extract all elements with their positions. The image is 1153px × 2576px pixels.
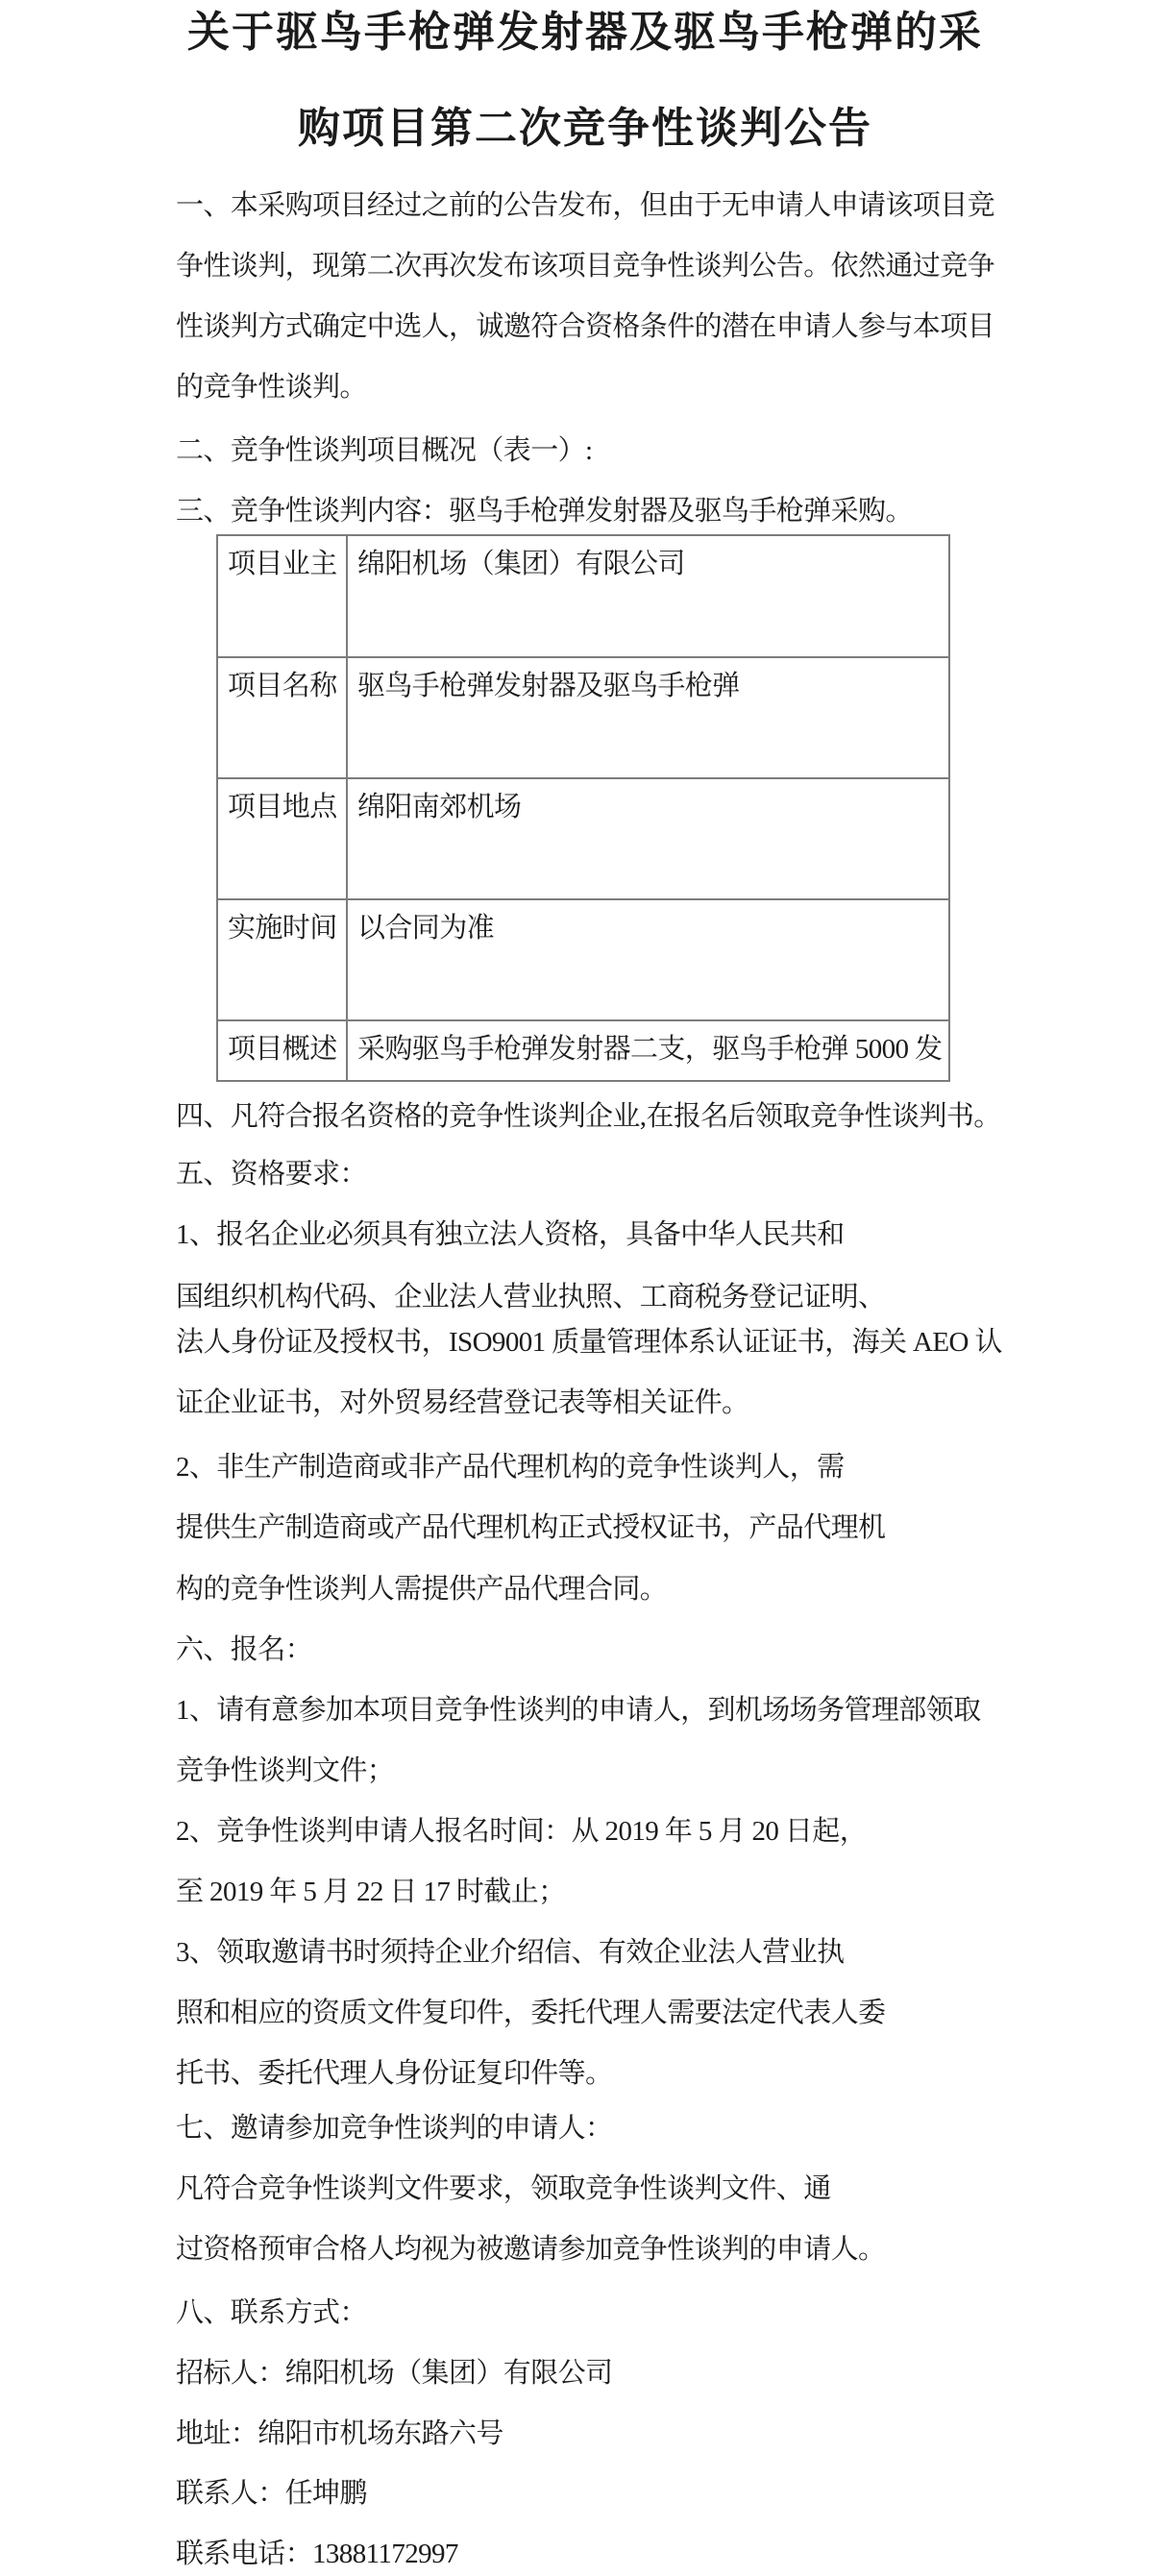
- title-line: 关于驱鸟手枪弹发射器及驱鸟手枪弹的采: [187, 9, 983, 56]
- row-value-cell: 驱鸟手枪弹发射器及驱鸟手枪弹: [347, 657, 949, 778]
- paragraph-line: 2、非生产制造商或非产品代理机构的竞争性谈判人，需: [176, 1452, 845, 1483]
- paragraph-line: 托书、委托代理人身份证复印件等。: [176, 2058, 613, 2089]
- row-label-cell: 项目名称: [217, 657, 347, 778]
- row-label-cell: 实施时间: [217, 899, 347, 1020]
- row-value-cell: 以合同为准: [347, 899, 949, 1020]
- section-heading: 四、凡符合报名资格的竞争性谈判企业,在报名后领取竞争性谈判书。: [176, 1101, 1001, 1132]
- row-label-cell: 项目概述: [217, 1020, 347, 1081]
- contact-line: 地址：绵阳市机场东路六号: [176, 2418, 503, 2449]
- paragraph-line: 法人身份证及授权书，ISO9001 质量管理体系认证证书，海关 AEO 认: [176, 1327, 1002, 1358]
- paragraph-line: 3、领取邀请书时须持企业介绍信、有效企业法人营业执: [176, 1937, 845, 1968]
- paragraph-line: 1、请有意参加本项目竞争性谈判的申请人，到机场场务管理部领取: [176, 1695, 981, 1726]
- paragraph-line: 竞争性谈判文件；: [176, 1755, 395, 1786]
- paragraph-line: 的竞争性谈判。: [176, 372, 367, 403]
- table-row: [217, 1020, 949, 1081]
- row-label-cell: 项目地点: [217, 778, 347, 899]
- paragraph-line: 凡符合竞争性谈判文件要求，领取竞争性谈判文件、通: [176, 2173, 831, 2204]
- paragraph-line: 争性谈判，现第二次再次发布该项目竞争性谈判公告。依然通过竞争: [176, 251, 995, 282]
- section-heading: 六、报名：: [176, 1634, 313, 1665]
- paragraph-line: 性谈判方式确定中选人，诚邀符合资格条件的潜在申请人参与本项目: [176, 311, 995, 342]
- row-label-cell: 项目业主: [217, 535, 347, 657]
- paragraph-line: 国组织机构代码、企业法人营业执照、工商税务登记证明、: [176, 1282, 886, 1313]
- section-heading: 二、竞争性谈判项目概况（表一）:: [176, 435, 593, 466]
- section-heading: 五、资格要求：: [176, 1159, 367, 1190]
- paragraph-line: 构的竞争性谈判人需提供产品代理合同。: [176, 1574, 668, 1605]
- paragraph-line: 1、报名企业必须具有独立法人资格，具备中华人民共和: [176, 1219, 845, 1250]
- section-heading: 七、邀请参加竞争性谈判的申请人：: [176, 2113, 613, 2144]
- section-heading: 八、联系方式：: [176, 2297, 367, 2328]
- section-heading: 三、竞争性谈判内容：驱鸟手枪弹发射器及驱鸟手枪弹采购。: [176, 496, 913, 527]
- table-row: [217, 778, 949, 899]
- row-value-cell: 采购驱鸟手枪弹发射器二支，驱鸟手枪弹 5000 发: [347, 1020, 949, 1081]
- paragraph-line: 至 2019 年 5 月 22 日 17 时截止；: [176, 1877, 566, 1907]
- paragraph-line: 一、本采购项目经过之前的公告发布，但由于无申请人申请该项目竞: [176, 190, 995, 221]
- paragraph-line: 照和相应的资质文件复印件，委托代理人需要法定代表人委: [176, 1998, 886, 2028]
- contact-line: 招标人：绵阳机场（集团）有限公司: [176, 2358, 613, 2389]
- contact-line: 联系电话：13881172997: [176, 2539, 458, 2569]
- table-row: [217, 657, 949, 778]
- document-title: [176, 0, 994, 161]
- table-row: [217, 899, 949, 1020]
- project-overview-table: [216, 534, 950, 1082]
- title-line: 购项目第二次竞争性谈判公告: [298, 105, 872, 152]
- row-value-cell: 绵阳南郊机场: [347, 778, 949, 899]
- paragraph-line: 2、竞争性谈判申请人报名时间：从 2019 年 5 月 20 日起，: [176, 1816, 868, 1847]
- paragraph-line: 证企业证书，对外贸易经营登记表等相关证件。: [176, 1387, 749, 1418]
- paragraph-line: 过资格预审合格人均视为被邀请参加竞争性谈判的申请人。: [176, 2234, 886, 2265]
- row-value-cell: 绵阳机场（集团）有限公司: [347, 535, 949, 657]
- document-content: [176, 0, 1002, 2576]
- contact-line: 联系人：任坤鹏: [176, 2478, 367, 2509]
- table-row: [217, 535, 949, 657]
- paragraph-line: 提供生产制造商或产品代理机构正式授权证书，产品代理机: [176, 1512, 886, 1543]
